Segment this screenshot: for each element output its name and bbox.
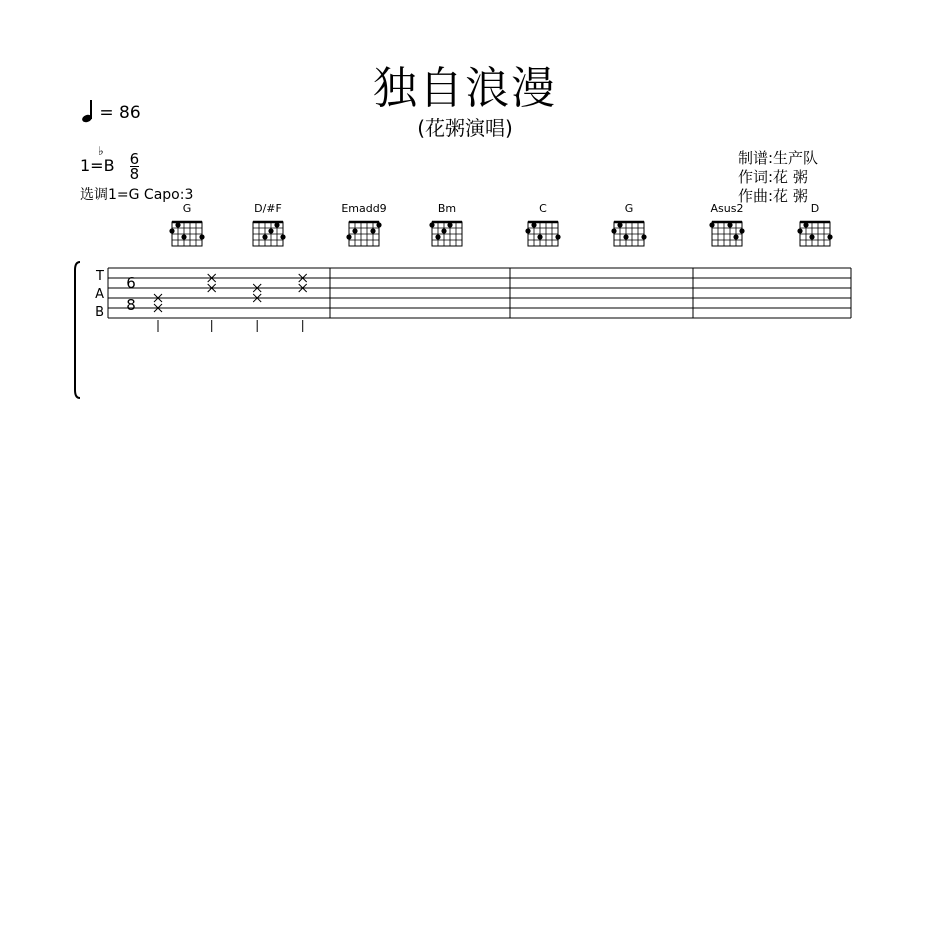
chord-name: C [539, 202, 547, 215]
chord-dot [435, 234, 440, 239]
credit-composer: 作曲:花 粥 [738, 187, 808, 205]
credit-lyricist: 作词:花 粥 [738, 168, 808, 186]
chord-dot [531, 222, 536, 227]
flat-sign: ♭ [98, 144, 104, 158]
tab-clef: A [95, 287, 104, 302]
chord-diagram [169, 202, 204, 246]
chord-dot [803, 222, 808, 227]
chord-dot [274, 222, 279, 227]
credit-arranger: 制谱:生产队 [738, 149, 819, 167]
chord-diagram [253, 202, 286, 246]
chord-dot [739, 228, 744, 233]
chord-diagram [429, 202, 462, 246]
chord-name: G [624, 202, 634, 215]
chord-name: Asus2 [710, 202, 744, 215]
chord-dot [280, 234, 285, 239]
chord-dot [441, 228, 446, 233]
page-title: 独自浪漫 [373, 63, 557, 114]
tuning-info: 选调1=G Capo:3 [80, 187, 194, 203]
chord-dot [181, 234, 186, 239]
tempo-value: = 86 [99, 103, 141, 123]
chord-diagram [611, 202, 646, 246]
chord-dot [429, 222, 434, 227]
chord-dot [797, 228, 802, 233]
chord-dot [617, 222, 622, 227]
chord-dot [641, 234, 646, 239]
chord-dot [376, 222, 381, 227]
chord-dot [346, 234, 351, 239]
chord-dot [827, 234, 832, 239]
time-bottom: 8 [129, 165, 140, 183]
chord-dot [537, 234, 542, 239]
tab-clef: T [96, 269, 104, 284]
chord-dot [268, 228, 273, 233]
chord-name: D [810, 202, 820, 215]
chord-dot [199, 234, 204, 239]
chord-dot [623, 234, 628, 239]
chord-dot [611, 228, 616, 233]
chord-diagram [797, 202, 832, 246]
chord-dot [733, 234, 738, 239]
chord-dot [809, 234, 814, 239]
page-subtitle: (花粥演唱) [417, 116, 513, 140]
key-value: 1=B [80, 156, 115, 175]
chord-name: Emadd9 [341, 202, 387, 215]
chord-dot [555, 234, 560, 239]
chord-dot [727, 222, 732, 227]
system-bracket [75, 262, 80, 398]
chord-dot [262, 234, 267, 239]
chord-dot [169, 228, 174, 233]
chord-dot [525, 228, 530, 233]
chord-diagram [341, 202, 386, 246]
chord-dot [709, 222, 714, 227]
chord-name: Bm [437, 202, 457, 215]
chord-dot [370, 228, 375, 233]
tab-time-top: 6 [126, 274, 136, 292]
chord-dot [175, 222, 180, 227]
time-top: 6 [129, 150, 140, 168]
tab-time-bottom: 8 [126, 296, 136, 314]
chord-diagram [709, 202, 744, 246]
chord-name: D/#F [254, 202, 282, 215]
chord-diagram [525, 202, 560, 246]
chord-name: G [182, 202, 192, 215]
chord-dot [447, 222, 452, 227]
tab-clef: B [95, 305, 104, 320]
chord-dot [352, 228, 357, 233]
